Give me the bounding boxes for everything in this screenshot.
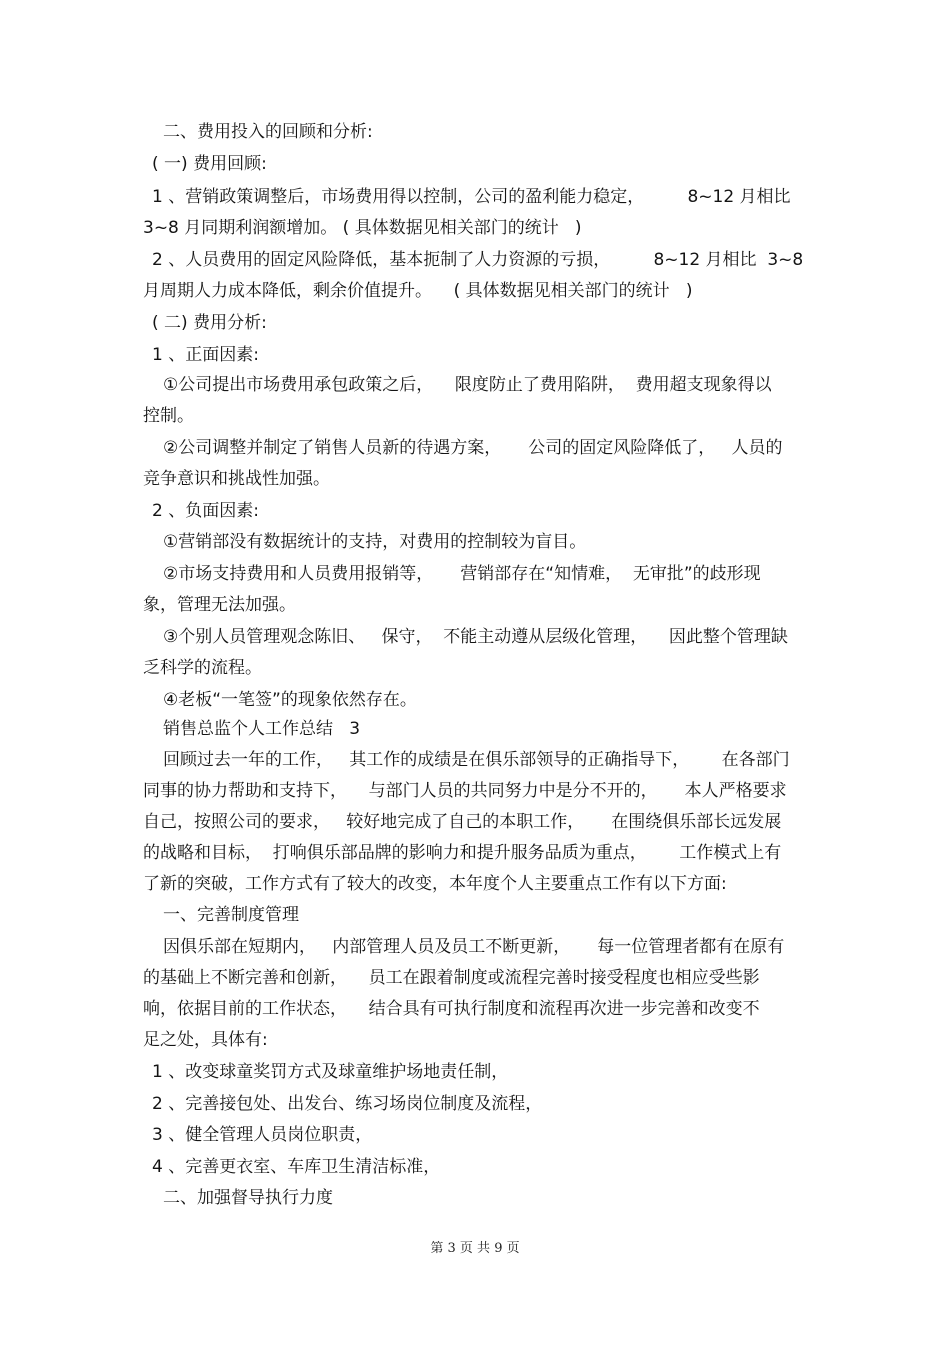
text-line: 乏科学的流程。 <box>143 658 262 678</box>
text-line: 同事的协力帮助和支持下， 与部门人员的共同努力中是分不开的， 本人严格要求 <box>143 781 787 801</box>
list-item: 3 、健全管理人员岗位职责， <box>152 1125 373 1145</box>
subsection-heading: ( 二) 费用分析: <box>152 313 267 333</box>
list-item: 4 、完善更衣室、车库卫生清洁标准， <box>152 1157 441 1177</box>
page-number-footer: 第 3 页 共 9 页 <box>430 1241 520 1256</box>
text-line: 象，管理无法加强。 <box>143 595 296 615</box>
text-line: ③个别人员管理观念陈旧、 保守， 不能主动遵从层级化管理， 因此整个管理缺 <box>163 627 788 647</box>
list-heading: 2 、负面因素: <box>152 501 259 521</box>
text-line: 因俱乐部在短期内， 内部管理人员及员工不断更新， 每一位管理者都有在原有 <box>163 937 785 957</box>
text-line: 的战略和目标， 打响俱乐部品牌的影响力和提升服务品质为重点， 工作模式上有 <box>143 843 782 863</box>
text-line: 控制。 <box>143 406 194 426</box>
document-title: 销售总监个人工作总结 3 <box>163 719 361 739</box>
text-line: 1 、营销政策调整后，市场费用得以控制，公司的盈利能力稳定， 8~12 月相比 <box>152 187 791 207</box>
text-line: ②公司调整并制定了销售人员新的待遇方案， 公司的固定风险降低了， 人员的 <box>163 438 783 458</box>
text-line: 2 、人员费用的固定风险降低，基本扼制了人力资源的亏损， 8~12 月相比 3~8 <box>152 250 804 270</box>
text-line: 月周期人力成本降低，剩余价值提升。 ( 具体数据见相关部门的统计 ) <box>143 281 693 301</box>
text-line: 了新的突破，工作方式有了较大的改变，本年度个人主要重点工作有以下方面: <box>143 874 727 894</box>
text-line: ①公司提出市场费用承包政策之后， 限度防止了费用陷阱， 费用超支现象得以 <box>163 375 772 395</box>
list-item: 1 、改变球童奖罚方式及球童维护场地责任制， <box>152 1062 509 1082</box>
text-line: ①营销部没有数据统计的支持，对费用的控制较为盲目。 <box>163 532 587 552</box>
list-heading: 1 、正面因素: <box>152 345 259 365</box>
list-item: 2 、完善接包处、出发台、练习场岗位制度及流程， <box>152 1094 543 1114</box>
text-line: 足之处，具体有: <box>143 1030 268 1050</box>
text-line: ②市场支持费用和人员费用报销等， 营销部存在“知情难， 无审批”的歧形现 <box>163 564 761 584</box>
subsection-heading: ( 一) 费用回顾: <box>152 154 267 174</box>
section-heading: 二、加强督导执行力度 <box>163 1188 333 1208</box>
text-line: 的基础上不断完善和创新， 员工在跟着制度或流程完善时接受程度也相应受些影 <box>143 968 760 988</box>
text-line: ④老板“一笔签”的现象依然存在。 <box>163 690 417 710</box>
section-heading: 一、完善制度管理 <box>163 905 299 925</box>
section-heading: 二、费用投入的回顾和分析: <box>163 122 373 142</box>
text-line: 回顾过去一年的工作， 其工作的成绩是在俱乐部领导的正确指导下， 在各部门 <box>163 750 790 770</box>
text-line: 3~8 月同期利润额增加。 ( 具体数据见相关部门的统计 ) <box>143 218 582 238</box>
text-line: 竞争意识和挑战性加强。 <box>143 469 330 489</box>
text-line: 自己，按照公司的要求， 较好地完成了自己的本职工作， 在围绕俱乐部长远发展 <box>143 812 782 832</box>
text-line: 响，依据目前的工作状态， 结合具有可执行制度和流程再次进一步完善和改变不 <box>143 999 760 1019</box>
